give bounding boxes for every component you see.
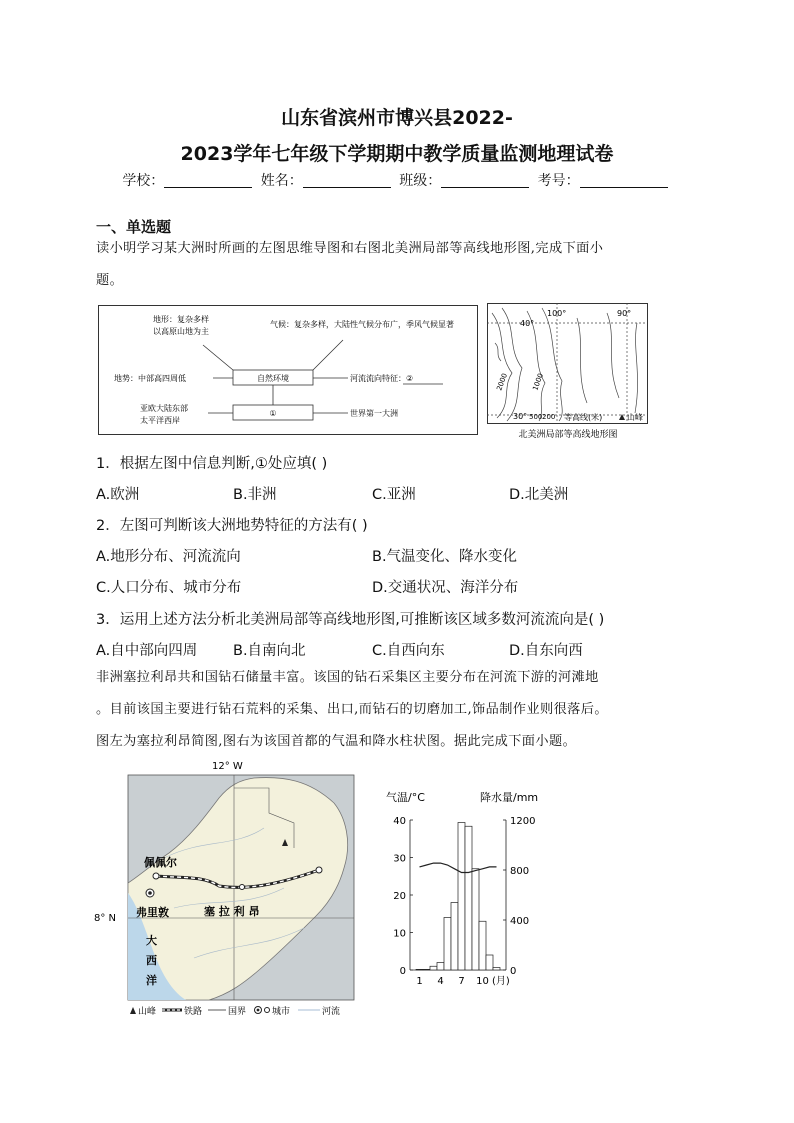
name-label: 姓名：: [260, 173, 303, 189]
cm-c1000: 1000: [531, 372, 545, 392]
q2-option-b[interactable]: B.气温变化、降水变化: [372, 549, 518, 565]
q1-option-b[interactable]: B.非洲: [233, 487, 277, 503]
exam-no-label: 考号：: [537, 173, 580, 189]
sierra-leone-map: [94, 758, 364, 1020]
precip-bar-month-1: [416, 969, 423, 970]
precip-bar-month-5: [444, 918, 451, 971]
precip-tick-label: 800: [510, 866, 530, 877]
school-label: 学校：: [122, 173, 165, 189]
class-label: 班级：: [399, 173, 442, 189]
q1-option-c[interactable]: C.亚洲: [372, 487, 416, 503]
precip-bar-month-4: [437, 963, 444, 971]
mm-terrain2: 以高原山地为主: [153, 327, 209, 336]
temp-tick-label: 20: [393, 891, 406, 902]
sl-city-freetown: 弗里敦: [136, 906, 169, 919]
q3-option-a[interactable]: A.自中部向四周: [96, 643, 198, 659]
intro-paragraph-2: [96, 662, 696, 758]
precip-tick-label: 400: [510, 916, 530, 927]
month-tick-label: 7: [458, 976, 465, 987]
intro2-line1: 非洲塞拉利昂共和国钻石储量丰富。该国的钻石采集区主要分布在河流下游的河滩地: [96, 670, 599, 685]
precip-bar-month-10: [479, 921, 486, 970]
precip-bar-month-7: [458, 823, 465, 971]
cm-lon100: 100°: [547, 309, 567, 318]
sl-lon-label: 12° W: [212, 761, 243, 772]
legend-rail: 铁路: [184, 1007, 203, 1017]
precip-bar-month-11: [486, 955, 493, 970]
q3-option-d[interactable]: D.自东向西: [509, 643, 583, 659]
sl-lat-label: 8° N: [94, 913, 117, 924]
contour-map-figure: [487, 303, 649, 443]
intro-paragraph-1: [96, 233, 696, 297]
exam-title-line1: 山东省滨州市博兴县2022-: [281, 107, 513, 129]
temp-tick-label: 30: [393, 853, 406, 865]
cm-lat40: 40°: [520, 319, 535, 328]
school-blank[interactable]: [164, 173, 252, 188]
cm-legend: 等高线(米): [564, 413, 603, 422]
cm-c500: 500: [529, 413, 543, 421]
legend-peak: 山峰: [138, 1007, 157, 1017]
month-tick-label: 4: [437, 976, 444, 987]
exam-no-blank[interactable]: [580, 173, 668, 188]
intro2-line3: 图左为塞拉利昂简图,图右为该国首都的气温和降水柱状图。据此完成下面小题。: [96, 734, 577, 749]
q3-option-b[interactable]: B.自南向北: [233, 643, 306, 659]
precip-bar-month-9: [472, 869, 479, 970]
precip-bar-month-3: [430, 966, 437, 970]
cm-c200: 200: [542, 413, 556, 421]
temp-tick-label: 0: [399, 966, 406, 977]
section-title: 一、单选题: [96, 218, 172, 236]
temp-tick-label: 40: [393, 816, 406, 827]
intro1-line1: 读小明学习某大洲时所画的左图思维导图和右图北美洲局部等高线地形图,完成下面小: [96, 241, 604, 256]
q2-option-a[interactable]: A.地形分布、河流流向: [96, 549, 241, 565]
cm-caption: 北美洲局部等高线地形图: [518, 430, 618, 440]
q2-option-d[interactable]: D.交通状况、海洋分布: [372, 580, 519, 596]
precip-bar-month-12: [493, 968, 500, 971]
cm-peak: 山峰: [627, 413, 643, 422]
legend-border: 国界: [228, 1007, 247, 1017]
legend-city: 城市: [272, 1007, 291, 1017]
precip-bar-month-8: [465, 826, 472, 970]
sl-ocean-2: 西: [146, 954, 157, 967]
mm-location1: 亚欧大陆东部: [140, 404, 188, 413]
mm-largest: 世界第一大洲: [350, 409, 398, 418]
chart-temp-label: 气温/°C: [386, 791, 425, 804]
q1-option-a[interactable]: A.欧洲: [96, 487, 140, 503]
mm-terrain: 地形：复杂多样: [153, 315, 209, 324]
cm-lat30: 30°: [513, 412, 528, 421]
climate-chart: [376, 784, 546, 994]
chart-month-unit: (月): [492, 976, 510, 987]
mm-box1: ①: [269, 409, 277, 418]
legend-river: 河流: [322, 1007, 341, 1017]
cm-c2000: 2000: [495, 372, 509, 392]
precip-bar-month-6: [451, 903, 458, 971]
question-3-stem: 3．运用上述方法分析北美洲局部等高线地形图,可推断该区域多数河流流向是( ): [96, 612, 605, 628]
precip-tick-label: 0: [510, 966, 517, 977]
mm-slope: 地势：中部高四周低: [114, 374, 186, 383]
sl-ocean-1: 大: [146, 934, 157, 947]
class-blank[interactable]: [441, 173, 529, 188]
mm-climate: 气候：复杂多样，大陆性气候分布广，季风气候显著: [270, 320, 454, 329]
sl-country-name: 塞 拉 利 昂: [204, 905, 260, 918]
mm-center: 自然环境: [257, 374, 289, 383]
mind-map-figure: [98, 305, 478, 435]
q1-option-d[interactable]: D.北美洲: [509, 487, 569, 503]
exam-title-line2: 2023学年七年级下学期期中教学质量监测地理试卷: [180, 143, 614, 165]
q2-option-c[interactable]: C.人口分布、城市分布: [96, 580, 242, 596]
month-tick-label: 1: [416, 976, 423, 987]
intro2-line2: 。目前该国主要进行钻石荒料的采集、出口,而钻石的切磨加工,饰品制作业则很落后。: [96, 702, 608, 717]
month-tick-label: 10: [476, 976, 489, 987]
chart-precip-label: 降水量/mm: [480, 791, 539, 804]
sl-city-pepel: 佩佩尔: [144, 856, 177, 869]
precip-bar-month-2: [423, 969, 430, 970]
name-blank[interactable]: [303, 173, 391, 188]
temp-tick-label: 10: [393, 928, 406, 940]
legend-peak-icon: [130, 1007, 136, 1014]
q3-option-c[interactable]: C.自西向东: [372, 643, 445, 659]
cm-lon90: 90°: [617, 309, 632, 318]
question-2-stem: 2．左图可判断该大洲地势特征的方法有( ): [96, 518, 368, 534]
mm-river: 河流流向特征：②: [350, 374, 414, 383]
student-info-row: [0, 170, 794, 190]
precip-tick-label: 1200: [510, 816, 536, 827]
mm-location2: 太平洋西岸: [140, 416, 180, 425]
intro1-line2: 题。: [96, 273, 124, 288]
sl-ocean-3: 洋: [146, 974, 157, 987]
question-1-stem: 1．根据左图中信息判断,①处应填( ): [96, 456, 328, 472]
